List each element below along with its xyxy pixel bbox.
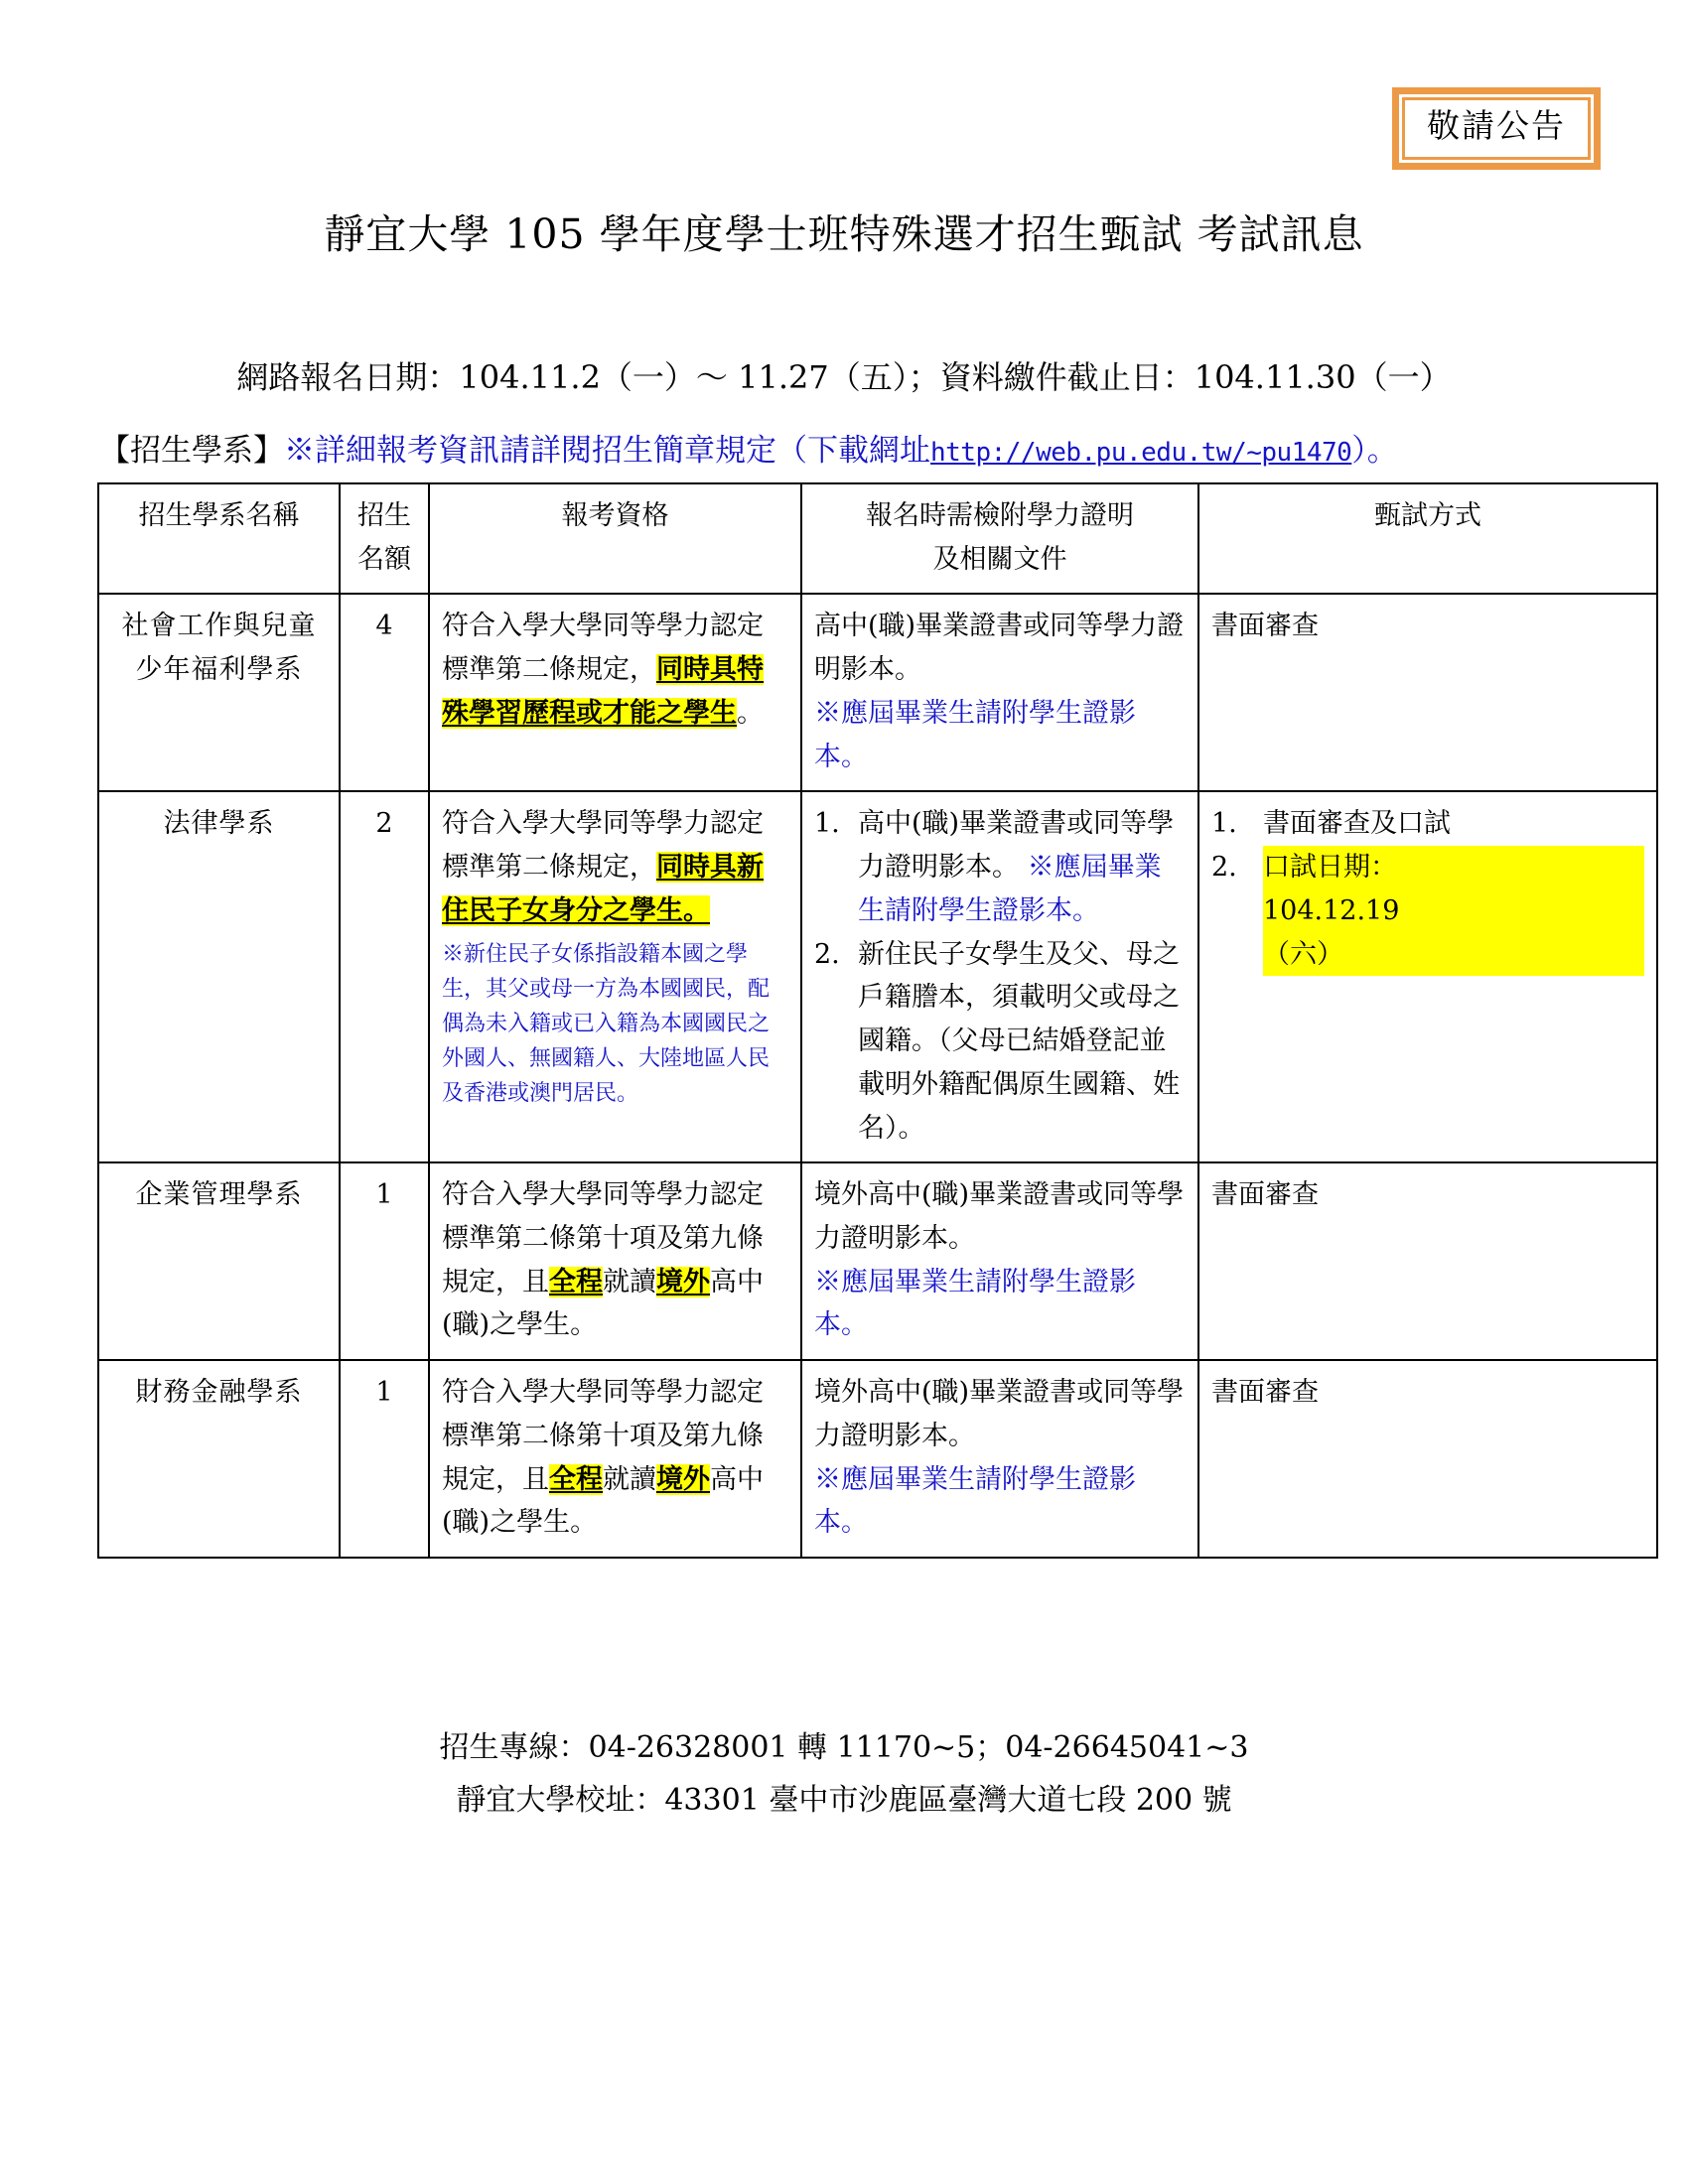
qualification-paragraph — [442, 1173, 788, 1347]
cell-department-name — [98, 791, 340, 1162]
qualification-paragraph — [442, 605, 788, 735]
cell-documents — [801, 1360, 1198, 1558]
cell-department-name — [98, 1360, 340, 1558]
documents-blue-text: ※應屆畢業生請附學生證影本 — [814, 697, 1136, 772]
th-qualification — [429, 483, 801, 594]
cell-qualification — [429, 791, 801, 1162]
qualification-segment-2: 就讀 — [603, 1266, 656, 1297]
badge-label: 敬請公告 — [1402, 97, 1591, 160]
cell-quota: 1 — [340, 1162, 429, 1360]
cell-department-name — [98, 594, 340, 791]
registration-date-line: 網路報名日期：104.11.2（一）～ 11.27（五）；資料繳件截止日：104.11.30（一） — [236, 358, 1452, 396]
footer-hotline: 招生專線：04-26328001 轉 11170~5；04-26645041~3 — [439, 1730, 1249, 1765]
qualification-segment-3: 高中(職)之學生。 — [442, 1463, 764, 1539]
department-name-line2: 少年福利學系 — [135, 654, 303, 686]
qualification-text-before: 符合入學大學同等學力認定標準第二條規定， — [442, 611, 764, 686]
list-item — [1211, 846, 1644, 976]
qualification-highlight-2: 境外 — [656, 1463, 710, 1495]
th-quota-line2: 名額 — [357, 543, 411, 575]
qualification-paragraph — [442, 1371, 788, 1545]
table-header-row — [98, 483, 1657, 594]
method-numbered-list — [1211, 802, 1644, 976]
th-department-name-line1: 招生學系名稱 — [138, 500, 300, 531]
qualification-segment-3: 高中(職)之學生。 — [442, 1266, 764, 1341]
table-row — [98, 791, 1657, 1162]
badge-outer-border — [1392, 87, 1601, 170]
admission-departments-heading — [99, 425, 1398, 470]
list-item-number: 1. — [814, 808, 840, 840]
department-name-line1: 法律學系 — [163, 808, 275, 840]
cell-method — [1198, 791, 1657, 1162]
qualification-paragraph — [442, 802, 788, 932]
cell-method: 書面審查 — [1198, 594, 1657, 791]
table-header — [98, 483, 1657, 594]
cell-quota: 4 — [340, 594, 429, 791]
table-body — [98, 594, 1657, 1558]
footer-address: 靜宜大學校址：43301 臺中市沙鹿區臺灣大道七段 200 號 — [456, 1782, 1232, 1818]
interview-date-weekday: （六） — [1263, 933, 1644, 977]
documents-blue-note — [814, 1261, 1186, 1347]
cell-department-name — [98, 1162, 340, 1360]
list-item-number: 1. — [1211, 808, 1237, 840]
list-item-number: 2. — [814, 938, 840, 970]
th-documents-line2: 及相關文件 — [932, 543, 1067, 575]
documents-blue-text: ※應屆畢業生請附學生證影本 — [814, 1463, 1136, 1539]
cell-documents — [801, 1162, 1198, 1360]
table-row — [98, 1360, 1657, 1558]
department-name-line1: 社會工作與兒童 — [121, 611, 317, 642]
page-title: 靜宜大學 105 學年度學士班特殊選才招生甄試 考試訊息 — [324, 210, 1364, 258]
documents-blue-note — [814, 1458, 1186, 1545]
documents-blue-tail: 。 — [841, 741, 868, 772]
qualification-highlight: 同時具新住民子女身分之學生。 — [442, 852, 764, 926]
documents-black-text: 境外高中(職)畢業證書或同等學力證明影本。 — [814, 1179, 1185, 1255]
list-item — [1211, 802, 1644, 846]
th-qualification-line1: 報考資格 — [561, 500, 669, 531]
documents-blue-tail: 。 — [841, 1309, 868, 1341]
cell-qualification — [429, 1162, 801, 1360]
prospectus-download-link[interactable]: http://web.pu.edu.tw/~pu1470 — [930, 438, 1352, 468]
heading-bracket-label: 【招生學系】 — [99, 433, 284, 469]
qualification-text-before: 符合入學大學同等學力認定標準第二條規定， — [442, 808, 764, 884]
th-method — [1198, 483, 1657, 594]
table-row — [98, 1162, 1657, 1360]
documents-blue-note — [814, 692, 1186, 778]
table-row — [98, 594, 1657, 791]
heading-note-before: ※詳細報考資訊請詳閱招生簡章規定（下載網址 — [284, 433, 930, 469]
heading-note-after: ）。 — [1351, 433, 1398, 469]
list-item-blue-text: ※應屆畢業生請附學生證影本 — [858, 852, 1162, 926]
cell-documents — [801, 791, 1198, 1162]
cell-documents — [801, 594, 1198, 791]
documents-blue-text: ※應屆畢業生請附學生證影本 — [814, 1266, 1136, 1341]
department-name-line1: 企業管理學系 — [135, 1179, 303, 1211]
th-documents — [801, 483, 1198, 594]
th-quota-line1: 招生 — [357, 500, 411, 531]
qualification-segment-1: 符合入學大學同等學力認定標準第二條第十項及第九條規定，且 — [442, 1179, 764, 1297]
interview-date-value: 104.12.19 — [1263, 889, 1644, 933]
cell-quota: 2 — [340, 791, 429, 1162]
cell-qualification — [429, 1360, 801, 1558]
list-item-number: 2. — [1211, 852, 1237, 884]
announcement-badge — [1392, 87, 1601, 170]
cell-method: 書面審查 — [1198, 1360, 1657, 1558]
cell-qualification — [429, 594, 801, 791]
documents-black-text: 高中(職)畢業證書或同等學力證明影本。 — [814, 611, 1185, 686]
list-item-text: 書面審查及口試 — [1263, 808, 1451, 840]
list-item-text: 高中(職)畢業證書或同等學力證明影本。 — [858, 808, 1175, 884]
qualification-segment-1: 符合入學大學同等學力認定標準第二條第十項及第九條規定，且 — [442, 1377, 764, 1495]
cell-quota: 1 — [340, 1360, 429, 1558]
list-item — [814, 933, 1186, 1151]
cell-method: 書面審查 — [1198, 1162, 1657, 1360]
department-name-line1: 財務金融學系 — [135, 1377, 303, 1409]
interview-date-label: 口試日期： — [1263, 846, 1644, 889]
qualification-highlight-1: 全程 — [549, 1266, 603, 1297]
documents-blue-tail: 。 — [841, 1507, 868, 1539]
th-documents-line1: 報名時需檢附學力證明 — [866, 500, 1134, 531]
list-item-blue-tail: 。 — [1072, 894, 1099, 926]
documents-numbered-list — [814, 802, 1186, 1150]
th-department-name — [98, 483, 340, 594]
qualification-highlight-1: 全程 — [549, 1463, 603, 1495]
qualification-segment-2: 就讀 — [603, 1463, 656, 1495]
documents-black-text: 境外高中(職)畢業證書或同等學力證明影本。 — [814, 1377, 1185, 1451]
list-item-text: 新住民子女學生及父、母之戶籍謄本，須載明父或母之國籍。（父母已結婚登記並載明外籍配偶原生國籍、姓名）。 — [858, 938, 1180, 1144]
qualification-blue-note: ※新住民子女係指設籍本國之學生，其父或母一方為本國國民，配偶為未入籍或已入籍為本國國民之外國人、無國籍人、大陸地區人民及香港或澳門居民。 — [442, 941, 771, 1107]
qualification-highlight-2: 境外 — [656, 1266, 710, 1297]
admission-table — [97, 482, 1658, 1559]
th-method-line1: 甄試方式 — [1374, 500, 1481, 531]
qualification-highlight: 同時具特殊學習歷程或才能之學生 — [442, 654, 764, 729]
list-item — [814, 802, 1186, 932]
footer — [0, 1722, 1688, 1827]
qualification-text-after: 。 — [737, 697, 764, 729]
th-quota — [340, 483, 429, 594]
